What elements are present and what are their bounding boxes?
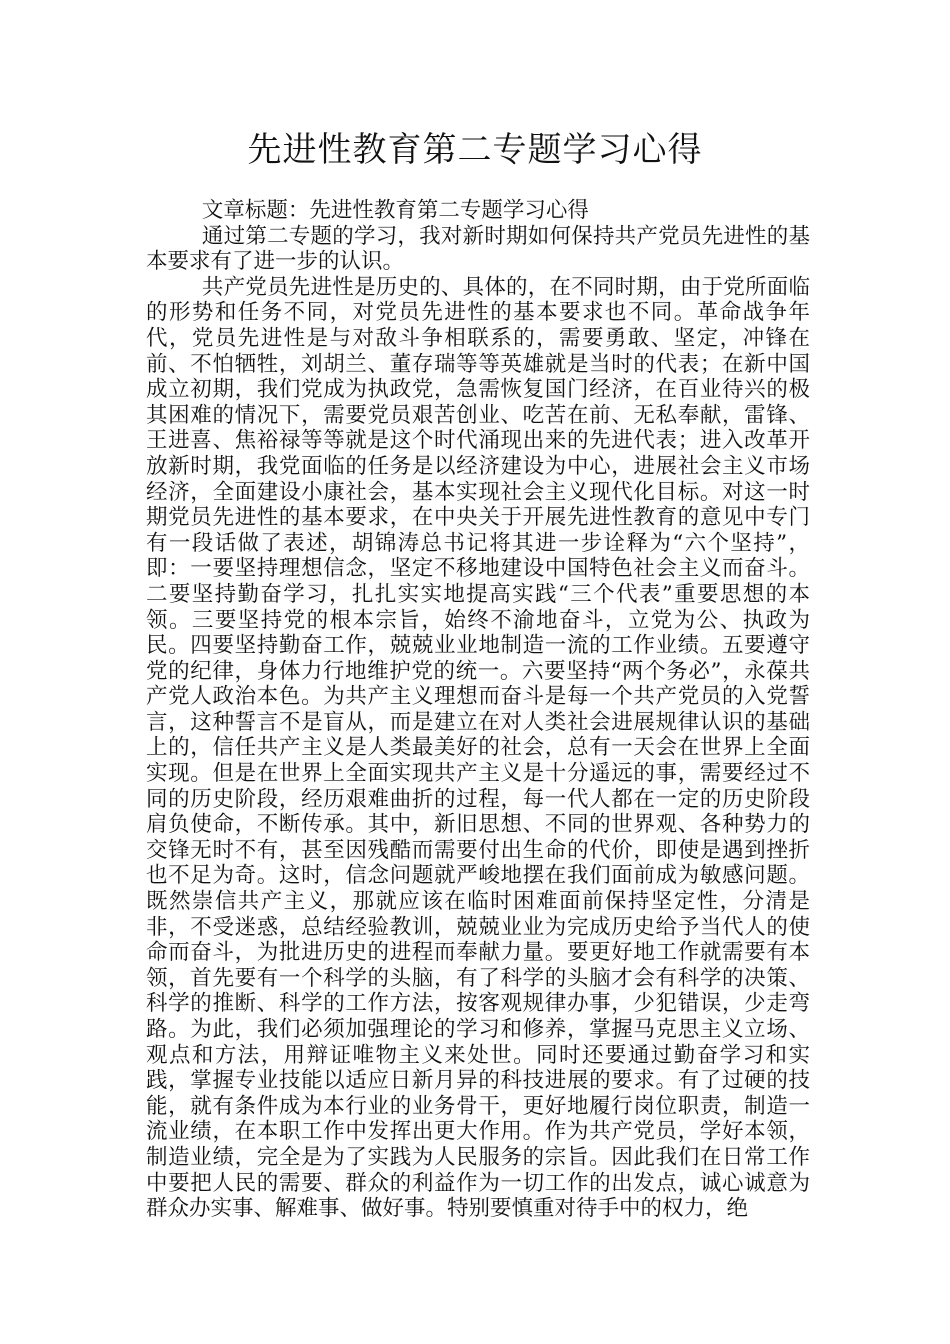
document-body [146, 198, 810, 1222]
paragraph-article-title: 文章标题：先进性教育第二专题学习心得 [201, 198, 589, 223]
document-title: 先进性教育第二专题学习心得 [247, 130, 703, 170]
paragraph-main: 共产党员先进性是历史的、具体的，在不同时期，由于党所面临的形势和任务不同，对党员先进性的基本要求也不同。革命战争年代，党员先进性是与对敌斗争相联系的，需要勇敢、坚定，冲锋在前、不怕牺牲，刘胡兰、董存瑞等等英雄就是当时的代表；在新中国成立初期，我们党成为执政党，急需恢复国门经济，在百业待兴的极其困难的情况下，需要党员艰苦创业、吃苦在前、无私奉献，雷锋、王进喜、焦裕禄等等就是这个时代涌现出来的先进代表；进入改革开放新时期，我党面临的任务是以经济建设为中心，进展社会主义市场经济，全面建设小康社会，基本实现社会主义现代化目标。对这一时期党员先进性的基本要求，在中央关于开展先进性教育的意见中专门有一段话做了表述，胡锦涛总书记将其进一步诠释为“六个坚持”，即：一要坚持理想信念，坚定不移地建设中国特色社会主义而奋斗。二要坚持勤奋学习，扎扎实实地提高实践“三个代表”重要思想的本领。三要坚持党的根本宗旨，始终不渝地奋斗，立党为公、执政为民。四要坚持勤奋工作，兢兢业业地制造一流的工作业绩。五要遵守党的纪律，身体力行地维护党的统一。六要坚持“两个务必”，永葆共产党人政治本色。为共产主义理想而奋斗是每一个共产党员的入党誓言，这种誓言不是盲从，而是建立在对人类社会进展规律认识的基础上的，信任共产主义是人类最美好的社会，总有一天会在世界上全面实现。但是在世界上全面实现共产主义是十分遥远的事，需要经过不同的历史阶段，经历艰难曲折的过程，每一代人都在一定的历史阶段肩负使命，不断传承。其中，新旧思想、不同的世界观、各种势力的交锋无时不有，甚至因残酷而需要付出生命的代价，即使是遇到挫折也不足为奇。这时，信念问题就严峻地摆在我们面前成为敏感问题。既然崇信共产主义，那就应该在临时困难面前保持坚定性，分清是非，不受迷惑，总结经验教训，兢兢业业为完成历史给予当代人的使命而奋斗，为批进历史的进程而奉献力量。要更好地工作就需要有本领，首先要有一个科学的头脑，有了科学的头脑才会有科学的决策、科学的推断、科学的工作方法，按客观规律办事，少犯错误，少走弯路。为此，我们必须加强理论的学习和修养，掌握马克思主义立场、观点和方法，用辩证唯物主义来处世。同时还要通过勤奋学习和实践，掌握专业技能以适应日新月异的科技进展的要求。有了过硬的技能，就有条件成为本行业的业务骨干，更好地履行岗位职责，制造一流业绩，在本职工作中发挥出更大作用。作为共产党员，学好本领，制造业绩，完全是为了实践为人民服务的宗旨。因此我们在日常工作中要把人民的需要、群众的利益作为一切工作的出发点，诚心诚意为群众办实事、解难事、做好事。特别要慎重对待手中的权力，绝 [146, 274, 810, 1222]
paragraph-intro: 通过第二专题的学习，我对新时期如何保持共产党员先进性的基本要求有了进一步的认识。 [146, 223, 810, 275]
